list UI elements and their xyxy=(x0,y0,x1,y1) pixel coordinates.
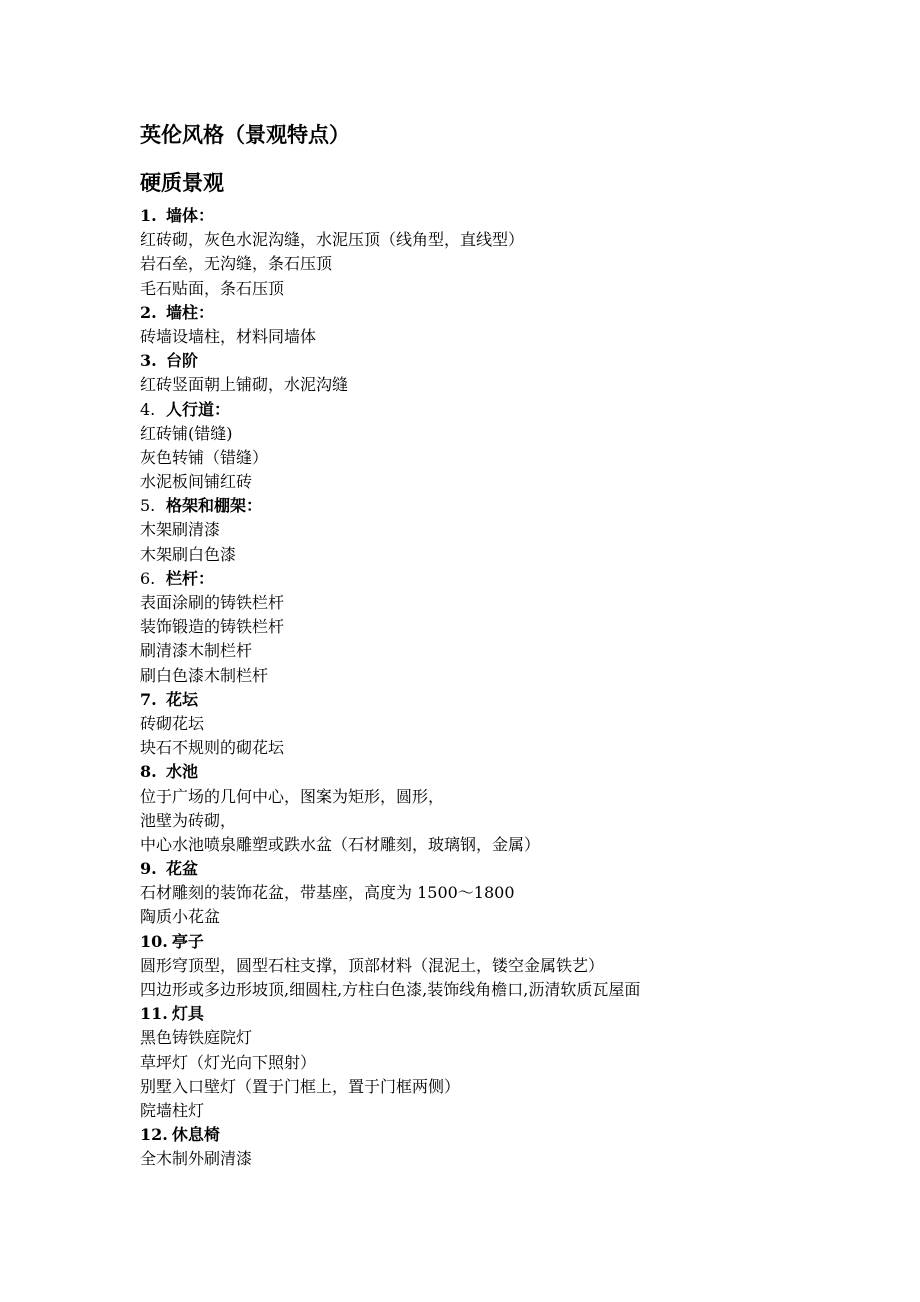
list-item: 圆形穹顶型，圆型石柱支撑，顶部材料（混泥土，镂空金属铁艺） xyxy=(140,955,605,975)
document-page xyxy=(140,118,860,1172)
section-label: 花坛 xyxy=(166,689,199,709)
list-item: 岩石垒，无沟缝，条石压顶 xyxy=(140,254,333,274)
list-item: 池壁为砖砌， xyxy=(140,810,237,830)
list-item: 位于广场的几何中心，图案为矩形，圆形， xyxy=(140,786,445,806)
section-label: 墙体： xyxy=(166,206,215,225)
list-item: 块石不规则的砌花坛 xyxy=(140,738,285,758)
section-heading xyxy=(140,857,860,881)
list-item: 灰色转铺（错缝） xyxy=(140,447,269,467)
section-heading xyxy=(140,760,860,784)
section-number: 6. xyxy=(140,568,156,588)
section-number: 3. xyxy=(140,351,157,371)
list-item: 刷白色漆木制栏杆 xyxy=(140,665,269,685)
list-item: 陶质小花盆 xyxy=(140,907,221,927)
document-title: 英伦风格（景观特点） xyxy=(140,122,350,147)
section-label: 栏杆： xyxy=(166,568,215,588)
section-label: 台阶 xyxy=(166,351,199,371)
list-item: 黑色铸铁庭院灯 xyxy=(140,1028,253,1048)
section-heading xyxy=(140,204,860,228)
section-heading xyxy=(140,1002,860,1026)
list-item: 院墙柱灯 xyxy=(140,1100,205,1120)
list-item: 红砖砌，灰色水泥沟缝，水泥压顶（线角型，直线型） xyxy=(140,230,525,250)
section-number: 9. xyxy=(140,859,157,879)
section-number: 8. xyxy=(140,762,157,782)
section-label: 水池 xyxy=(166,762,199,782)
list-item: 中心水池喷泉雕塑或跌水盆（石材雕刻，玻璃钢，金属） xyxy=(140,834,541,854)
section-label: 人行道： xyxy=(166,399,231,419)
list-item: 木架刷白色漆 xyxy=(140,544,237,564)
list-item: 砖墙设墙柱，材料同墙体 xyxy=(140,326,317,346)
section-number: 11. xyxy=(140,1004,168,1024)
section-title: 硬质景观 xyxy=(140,170,224,195)
section-heading xyxy=(140,398,860,422)
list-item: 草坪灯（灯光向下照射） xyxy=(140,1052,317,1072)
section-heading xyxy=(140,301,860,325)
section-label: 灯具 xyxy=(171,1004,204,1024)
section-heading xyxy=(140,349,860,373)
section-heading xyxy=(140,494,860,518)
section-number: 5. xyxy=(140,496,156,516)
list-item: 刷清漆木制栏杆 xyxy=(140,641,253,661)
list-item: 水泥板间铺红砖 xyxy=(140,472,253,492)
section-heading xyxy=(140,688,860,712)
list-item: 四边形或多边形坡顶,细圆柱,方柱白色漆,装饰线角檐口,沥清软质瓦屋面 xyxy=(140,980,641,999)
section-number: 4. xyxy=(140,399,156,419)
list-item: 全木制外刷清漆 xyxy=(140,1149,253,1169)
list-item: 木架刷清漆 xyxy=(140,520,221,540)
section-label: 花盆 xyxy=(166,859,199,879)
list-item: 毛石贴面，条石压顶 xyxy=(140,278,285,298)
section-heading xyxy=(140,1123,860,1147)
list-item: 装饰锻造的铸铁栏杆 xyxy=(140,617,285,637)
section-number: 7. xyxy=(140,689,157,709)
section-label: 亭子 xyxy=(171,931,204,951)
section-number: 1. xyxy=(140,206,157,225)
section-number: 12. xyxy=(140,1125,168,1145)
list-item: 红砖铺(错缝) xyxy=(140,423,233,443)
list-item: 表面涂刷的铸铁栏杆 xyxy=(140,593,285,612)
list-item: 红砖竖面朝上铺砌，水泥沟缝 xyxy=(140,375,349,395)
section-heading xyxy=(140,930,860,954)
section-number: 2. xyxy=(140,302,157,322)
section-list xyxy=(140,204,860,1172)
section-number: 10. xyxy=(140,931,168,951)
section-heading xyxy=(140,567,860,591)
list-item: 砖砌花坛 xyxy=(140,713,205,733)
list-item: 别墅入口壁灯（置于门框上，置于门框两侧） xyxy=(140,1076,461,1096)
list-item: 石材雕刻的装饰花盆，带基座，高度为 1500～1800 xyxy=(140,883,515,903)
section-label: 墙柱： xyxy=(166,302,215,322)
section-label: 格架和棚架： xyxy=(166,496,263,516)
section-label: 休息椅 xyxy=(171,1125,220,1145)
